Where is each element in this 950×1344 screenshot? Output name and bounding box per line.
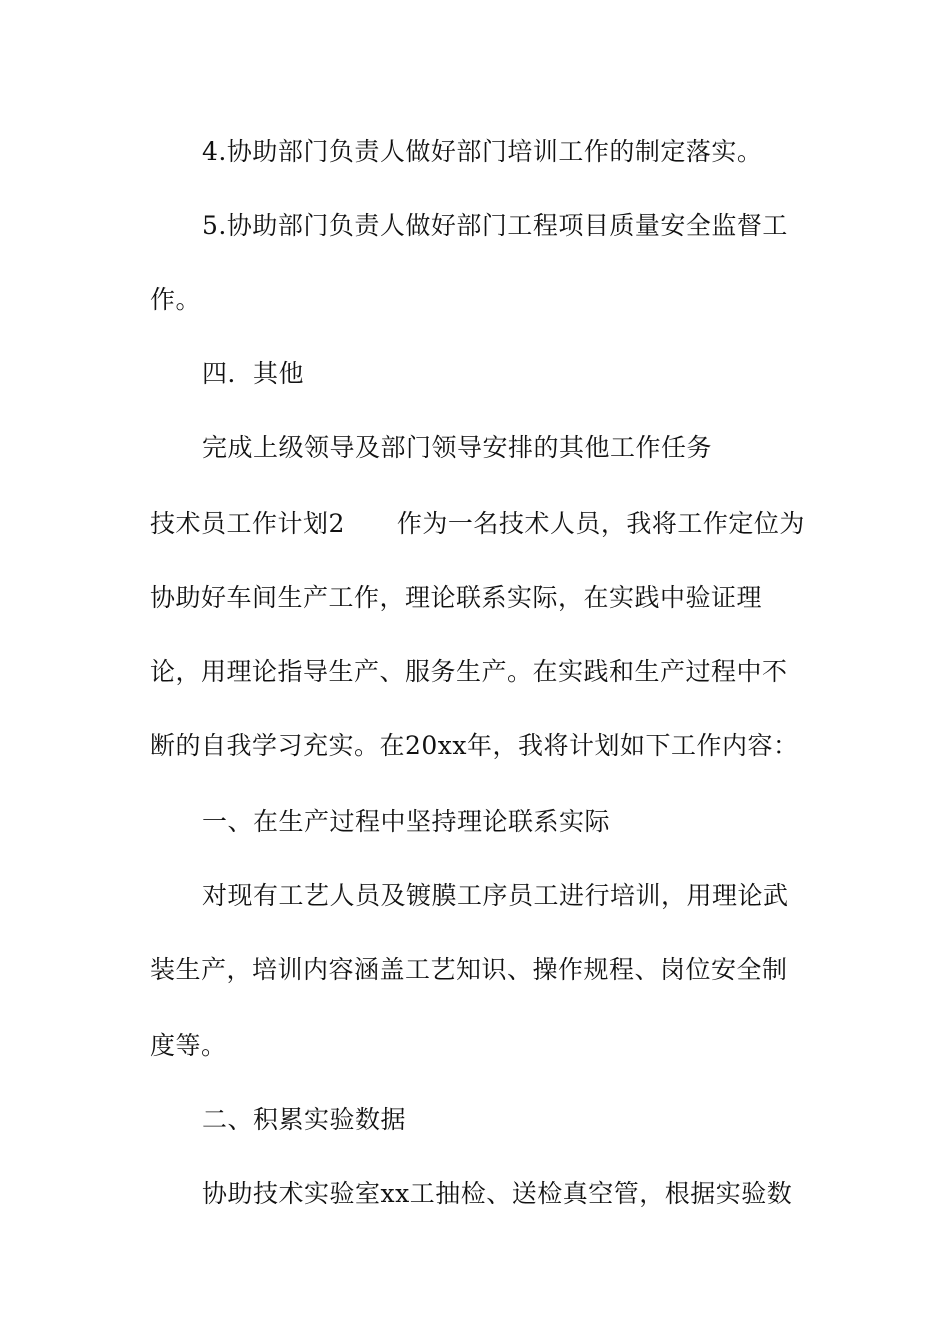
paragraph-line: 协助好车间生产工作，理论联系实际，在实践中验证理 [150, 583, 763, 612]
paragraph-line: 作。 [150, 285, 202, 314]
paragraph-line: 度等。 [150, 1031, 227, 1060]
paragraph-text: 作为一名技术人员，我将工作定位为 [396, 509, 805, 538]
paragraph-line: 论，用理论指导生产、服务生产。在实践和生产过程中不 [150, 657, 788, 686]
title-line [150, 508, 805, 540]
paragraph-line: 装生产，培训内容涵盖工艺知识、操作规程、岗位安全制 [150, 955, 788, 984]
section-heading: 一、在生产过程中坚持理论联系实际 [202, 807, 611, 836]
section-heading: 二、积累实验数据 [202, 1105, 407, 1134]
paragraph-line: 对现有工艺人员及镀膜工序员工进行培训，用理论武 [202, 881, 789, 910]
paragraph-line: 4.协助部门负责人做好部门培训工作的制定落实。 [202, 137, 763, 166]
paragraph-line: 协助技术实验室xx工抽检、送检真空管，根据实验数 [202, 1179, 793, 1208]
paragraph-line: 完成上级领导及部门领导安排的其他工作任务 [202, 433, 713, 462]
paragraph-line: 5.协助部门负责人做好部门工程项目质量安全监督工 [202, 211, 788, 240]
section-heading: 四．其他 [202, 359, 305, 388]
document-title: 技术员工作计划2 [150, 509, 345, 538]
paragraph-line: 断的自我学习充实。在20xx年，我将计划如下工作内容： [150, 731, 799, 760]
